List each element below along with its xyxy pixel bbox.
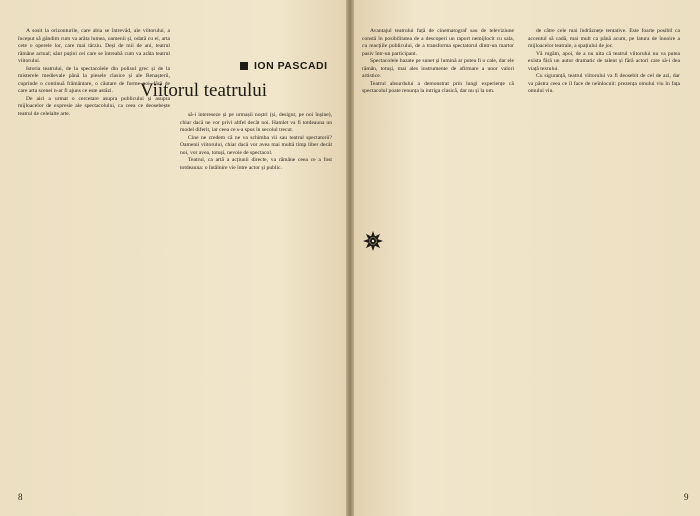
asterisk-ornament-icon (362, 230, 384, 252)
body-paragraph: Teatrul absurdului a demonstrat prin lungi experiențe că spectacolul poate renunța la intriga clasică, dar nu și la om. (362, 80, 514, 95)
book-gutter (346, 0, 354, 516)
left-column-2 (180, 112, 332, 488)
body-paragraph: De aici a urmat o cercetare asupra publicului și asupra mijloacelor de expresie ale spectacolului, ca ceea ce deosebește teatrul de celelalte arte. (18, 95, 170, 118)
author-byline (240, 60, 328, 72)
right-column-1 (362, 28, 514, 488)
page-number-left: 8 (18, 492, 23, 502)
body-paragraph: Avantajul teatrului față de cinematograf sau de televiziune constă în posibilitatea de a descoperi un raport nemijlocit cu sala, cu reacțiile publicului, de a transforma spectatorul dintr-un martor pasiv într-un participant. (362, 28, 514, 57)
article-title: Viitorul teatrului (140, 80, 268, 101)
body-paragraph: Teatrul, ca artă a acțiunii directe, va rămâne ceea ce a fost totdeauna: o întâlnire vie între actor și public. (180, 157, 332, 171)
right-page (354, 0, 700, 516)
body-paragraph: Vă rugăm, apoi, de a nu uita că teatrul viitorului nu va putea exista fără un autor dramatic de talent și fără actori care să-i dea viață textului. (528, 50, 680, 72)
body-paragraph: să-i intereseze și pe urmașii noștri (și, desigur, pe noi înșine), chiar dacă ne vor privi altfel decât noi. Hamlet va fi totdeauna un model diferit, iar ceea ce s-a spus în secolul trecut. (180, 112, 332, 134)
right-column-2 (528, 28, 680, 488)
body-paragraph: Spectacolele bazate pe sunet și lumină ar putea fi o cale, dar ele rămân, totuși, mai ales instrumente de afirmare a unor valori artistice. (362, 58, 514, 80)
page-number-right: 9 (684, 492, 689, 502)
body-paragraph: de către cele mai îndrăznețe tentative. Este foarte posibil ca accentul să cadă, mai mult ca până acum, pe latura de înnoire a mijloacelor teatrale, a spațiului de joc. (528, 28, 680, 50)
body-paragraph: Cu siguranță, teatrul viitorului va fi deosebit de cel de azi, dar va păstra ceea ce îl face de neînlocuit: prezența omului viu în fața omului viu. (528, 73, 680, 95)
black-square-icon (240, 62, 248, 70)
body-paragraph: Cine ne credem că ne va schimba vii sau teatrul spectatorii? Oamenii viitorului, chiar dacă vor avea mai multă timp liber decât noi, vor avea, totuși, nevoie de spectacol. (180, 134, 332, 156)
author-name: ION PASCADI (254, 60, 328, 72)
left-page (0, 0, 346, 516)
left-column-1 (18, 28, 170, 488)
body-paragraph: A sosit la orizonturile, care abia se întrevăd, ale viitorului, a început să gândim cum va arăta lumea, oamenii și, odată cu ei, arta cete o operele lor, care mai târziu. Deși de mii de ani, teatrul rămâne actual; sânt puțini cei care se întreabă cum va arăta teatrul viitorului. (18, 28, 170, 65)
body-paragraph: Istoria teatrului, de la spectacolele din polisul grec și de la misterele medievale până la piesele clasice și ale Renașterii, cuprinde o continuă frământare, o căutare de forme noi, fără de care arta scenei n-ar fi ajuns ce este astăzi. (18, 65, 170, 95)
